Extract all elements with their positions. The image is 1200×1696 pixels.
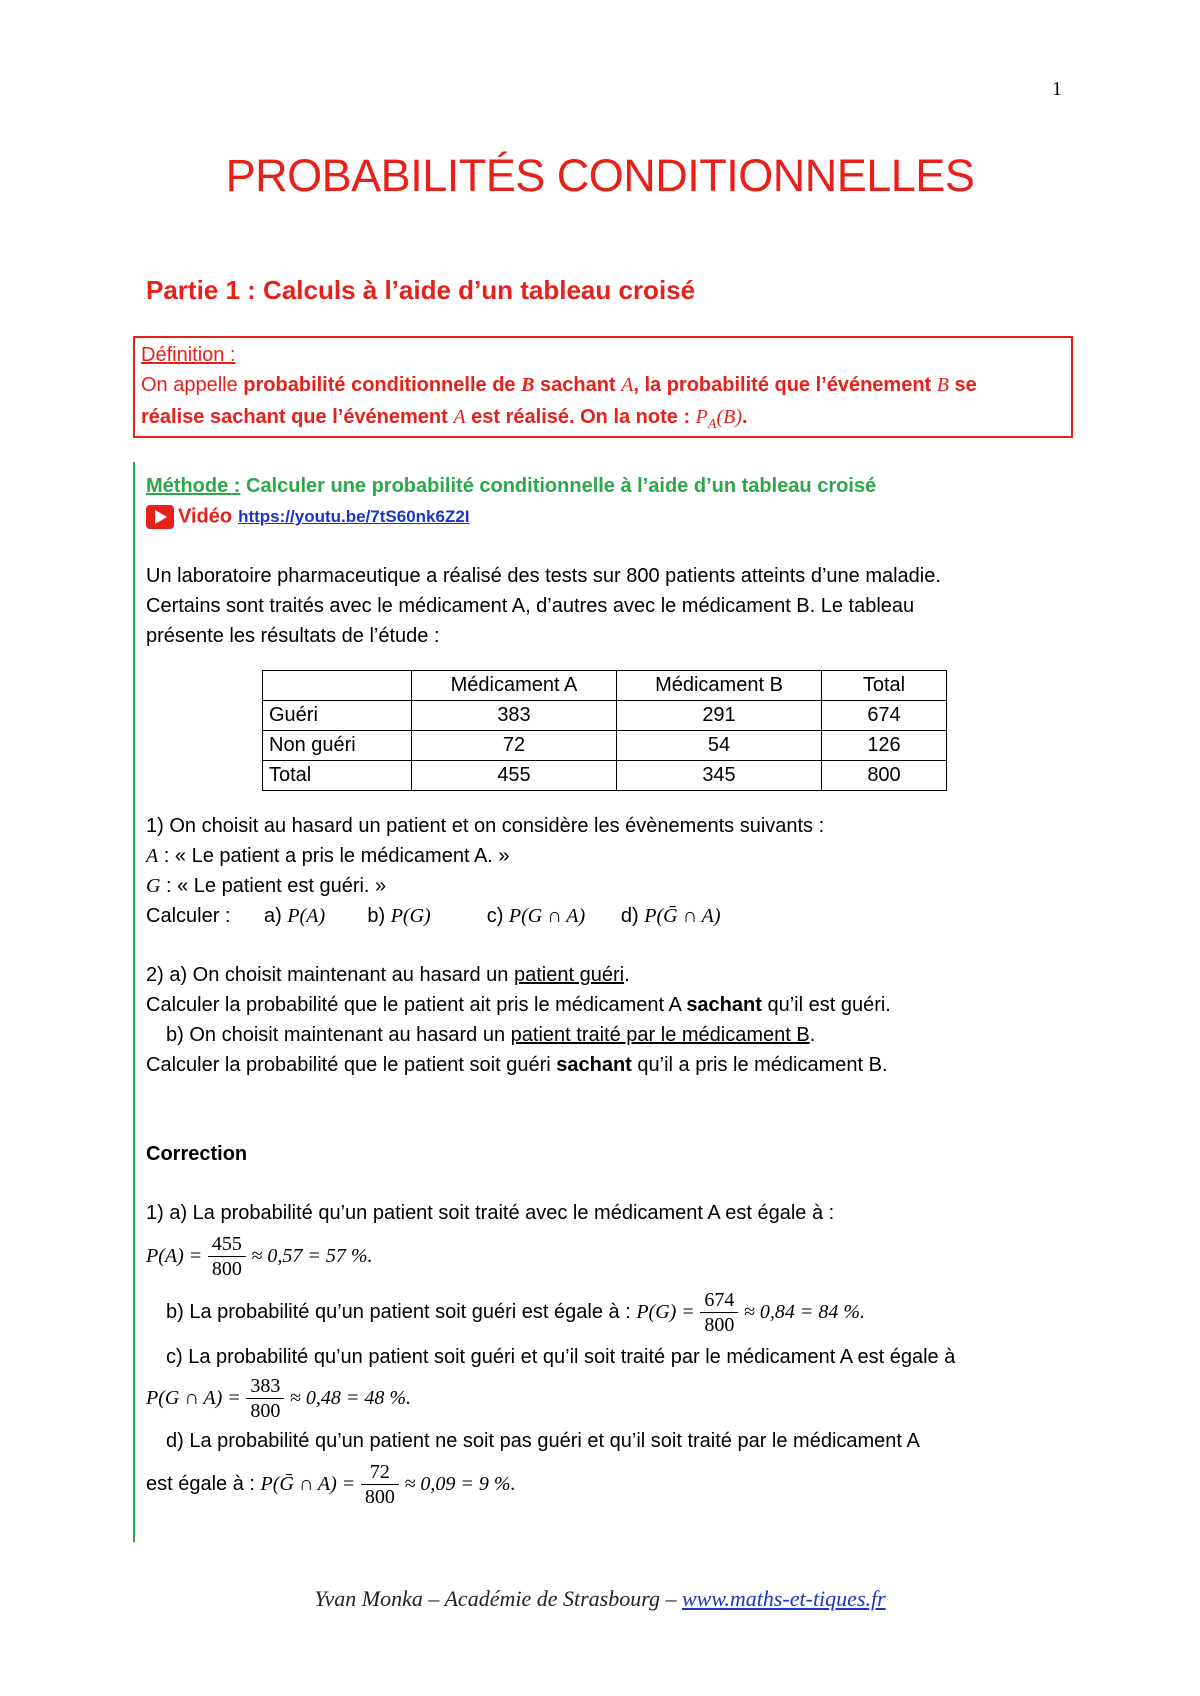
definition-term: sachant [534,374,622,396]
math-symbol: G [146,875,161,897]
intro-line-3: présente les résultats de l’étude : [146,625,440,647]
page-number: 1 [1052,78,1062,100]
math-expression: P(G) [390,905,431,927]
correction-a-formula [146,1232,373,1281]
math-symbol: B [936,374,949,396]
math-symbol: B [521,374,535,396]
question-keyword: sachant [686,994,762,1016]
video-link[interactable]: https://youtu.be/7tS60nk6Z2I [238,507,470,526]
fraction-denominator: 800 [364,1486,395,1508]
math-expression: P(A) = [146,1244,203,1267]
question-emphasis: patient guéri [514,964,625,986]
definition-text: On appelle [141,374,244,396]
intro-line-1: Un laboratoire pharmaceutique a réalisé des tests sur 800 patients atteints d’une maladie. [146,565,941,587]
table-header-row [263,671,947,701]
question-text: Calculer la probabilité que le patient ait pris le médicament A [146,994,687,1016]
event-text: : « Le patient a pris le médicament A. » [158,845,510,867]
table-header: Médicament B [617,671,822,701]
table-cell: 455 [412,761,617,791]
correction-a-line: 1) a) La probabilité qu’un patient soit traité avec le médicament A est égale à : [146,1202,835,1224]
table-cell: Non guéri [263,731,412,761]
calc-item-label: b) [367,905,391,927]
event-g [146,875,386,898]
calc-item-label: c) [486,905,509,927]
definition-label: Définition : [141,344,236,366]
footer [0,1586,1200,1612]
math-expression: P(G ∩ A) [508,905,586,927]
table-header: Médicament A [412,671,617,701]
math-symbol: A [621,374,634,396]
math-expression: ≈ 0,84 = 84 %. [743,1300,866,1323]
calc-item-label: d) [620,905,645,927]
math-expression: P(G) = [636,1300,695,1323]
footer-text: Yvan Monka – Académie de Strasbourg – [314,1586,682,1611]
calc-item-label: a) [264,905,288,927]
math-expression: ≈ 0,48 = 48 %. [289,1386,412,1409]
math-symbol: P [695,406,708,428]
definition-line-2 [141,406,748,433]
question-1-line: 1) On choisit au hasard un patient et on considère les évènements suivants : [146,815,825,837]
table-cell: 800 [822,761,947,791]
video-label: Vidéo [178,505,233,528]
correction-d-line: d) La probabilité qu’un patient ne soit pas guéri et qu’il soit traité par le médicament A [166,1430,920,1452]
method-heading [146,475,876,498]
question-text: . [809,1024,816,1046]
math-symbol: A [453,406,466,428]
correction-text: b) La probabilité qu’un patient soit guéri est égale à : [166,1300,637,1323]
play-icon[interactable] [146,505,174,529]
table-cell: Guéri [263,701,412,731]
table-cell: 345 [617,761,822,791]
fraction [246,1374,284,1423]
definition-line-1 [141,374,977,397]
fraction-numerator: 72 [361,1460,399,1485]
method-sidebar-line [133,462,135,1542]
question-text: Calculer la probabilité que le patient soit guéri [146,1054,557,1076]
method-title: Calculer une probabilité conditionnelle à l’aide d’un tableau croisé [240,475,877,497]
question-keyword: sachant [556,1054,632,1076]
part-heading: Partie 1 : Calculs à l’aide d’un tableau croisé [146,275,696,305]
question-text: b) On choisit maintenant au hasard un [166,1024,511,1046]
table-row [263,731,947,761]
page-title: PROBABILITÉS CONDITIONNELLES [225,150,975,201]
intro-line-2: Certains sont traités avec le médicament A, d’autres avec le médicament B. Le tableau [146,595,915,617]
question-text: 2) a) On choisit maintenant au hasard un [146,964,514,986]
correction-d-formula [146,1460,516,1509]
math-expression: ≈ 0,09 = 9 %. [404,1472,516,1495]
fraction [700,1288,738,1337]
correction-b [166,1288,865,1337]
correction-c-line: c) La probabilité qu’un patient soit guéri et qu’il soit traité par le médicament A est égale à [166,1346,956,1368]
table-cell: 54 [617,731,822,761]
correction-heading: Correction [146,1143,248,1165]
footer-link[interactable]: www.maths-et-tiques.fr [681,1586,886,1611]
fraction [361,1460,399,1509]
definition-text: réalise sachant que l’événement [141,406,454,428]
definition-text: . [742,406,748,428]
fraction-numerator: 455 [208,1232,246,1257]
question-2a [146,964,630,987]
question-text: qu’il est guéri. [761,994,891,1016]
question-2b-calc [146,1054,888,1077]
table-row [263,761,947,791]
table-header [263,671,412,701]
question-text: qu’il a pris le médicament B. [631,1054,888,1076]
table-cell: 674 [822,701,947,731]
fraction-denominator: 800 [704,1314,735,1336]
table-row [263,701,947,731]
math-expression: P(Ḡ ∩ A) = [260,1472,356,1495]
table-cell: 383 [412,701,617,731]
question-text: . [624,964,630,986]
fraction [208,1232,246,1281]
table-header: Total [822,671,947,701]
method-label: Méthode : [146,475,241,497]
fraction-numerator: 674 [700,1288,738,1313]
math-subscript: A [707,417,717,432]
definition-text: , la probabilité que l’événement [633,374,937,396]
correction-c-formula [146,1374,411,1423]
question-2b [166,1024,815,1047]
calculate-line [146,905,721,928]
definition-term: probabilité conditionnelle de [243,374,522,396]
table-cell: 126 [822,731,947,761]
fraction-denominator: 800 [250,1400,281,1422]
math-symbol: (B) [716,406,742,428]
video-row [146,505,470,529]
math-expression: P(A) [287,905,326,927]
fraction-numerator: 383 [246,1374,284,1399]
fraction-denominator: 800 [211,1258,242,1280]
definition-box [133,336,1073,438]
results-table [262,670,947,791]
correction-text: est égale à : [146,1472,261,1495]
event-a [146,845,510,868]
question-2a-calc [146,994,891,1017]
question-emphasis: patient traité par le médicament B [510,1024,810,1046]
definition-text: se [949,374,977,396]
definition-text: est réalisé. On la note : [465,406,696,428]
math-expression: ≈ 0,57 = 57 %. [251,1244,373,1267]
math-expression: P(G ∩ A) = [146,1386,241,1409]
table-cell: 72 [412,731,617,761]
math-symbol: A [146,845,159,867]
math-expression: P(Ḡ ∩ A) [644,905,721,927]
calc-label: Calculer : [146,905,231,927]
event-text: : « Le patient est guéri. » [160,875,387,897]
table-cell: 291 [617,701,822,731]
table-cell: Total [263,761,412,791]
